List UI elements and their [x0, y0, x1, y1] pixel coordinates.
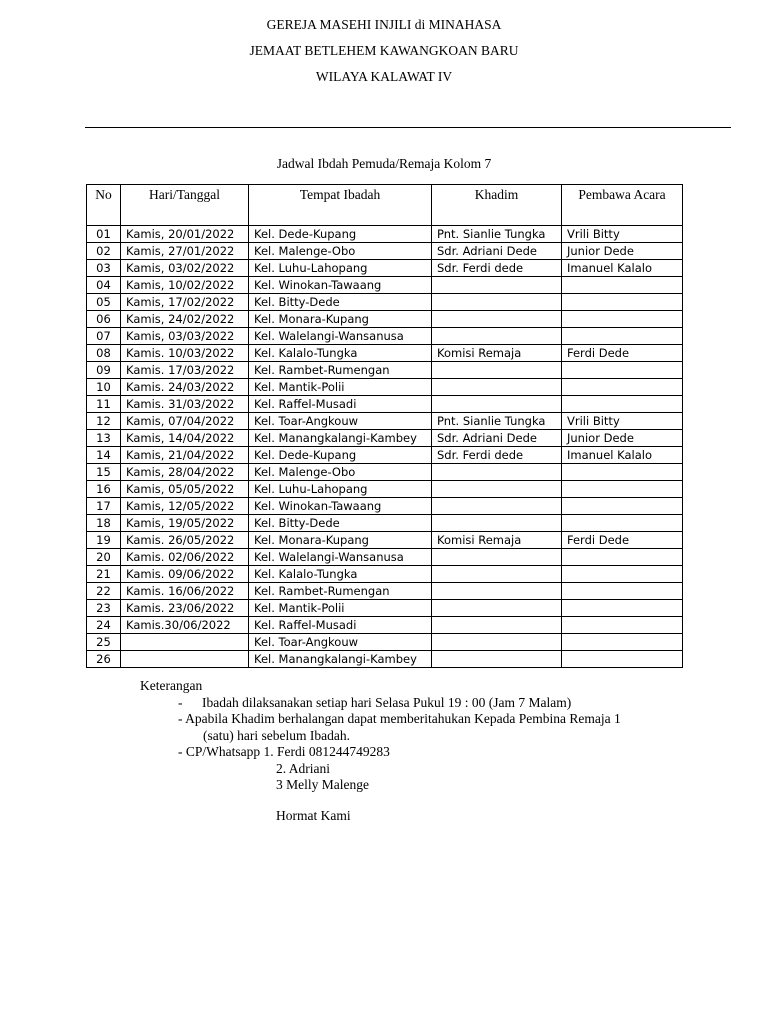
cell-khadim: Komisi Remaja [432, 532, 562, 549]
cell-place: Kel. Luhu-Lahopang [249, 481, 432, 498]
cell-no: 07 [87, 328, 121, 345]
schedule-table [86, 184, 683, 668]
cell-khadim: Komisi Remaja [432, 345, 562, 362]
note-item: - Apabila Khadim berhalangan dapat memberitahukan Kepada Pembina Remaja 1 [178, 711, 621, 726]
cell-date: Kamis.30/06/2022 [121, 617, 249, 634]
cell-date: Kamis. 02/06/2022 [121, 549, 249, 566]
cell-pembawa: Junior Dede [562, 243, 683, 260]
cell-place: Kel. Mantik-Polii [249, 379, 432, 396]
cell-no: 20 [87, 549, 121, 566]
table-row [87, 464, 683, 481]
cell-date: Kamis, 12/05/2022 [121, 498, 249, 515]
cell-no: 16 [87, 481, 121, 498]
cell-place: Kel. Walelangi-Wansanusa [249, 328, 432, 345]
table-row [87, 294, 683, 311]
cell-pembawa: Vrili Bitty [562, 413, 683, 430]
closing-signature: Hormat Kami [276, 807, 351, 823]
cell-pembawa [562, 583, 683, 600]
cell-pembawa [562, 515, 683, 532]
table-row [87, 243, 683, 260]
cell-no: 13 [87, 430, 121, 447]
cell-place: Kel. Luhu-Lahopang [249, 260, 432, 277]
cell-no: 08 [87, 345, 121, 362]
table-row [87, 328, 683, 345]
cell-khadim: Pnt. Sianlie Tungka [432, 226, 562, 243]
cell-khadim [432, 617, 562, 634]
cell-date: Kamis, 17/02/2022 [121, 294, 249, 311]
cell-pembawa: Vrili Bitty [562, 226, 683, 243]
cell-khadim [432, 566, 562, 583]
cell-date: Kamis, 10/02/2022 [121, 277, 249, 294]
cell-pembawa [562, 311, 683, 328]
cell-pembawa [562, 277, 683, 294]
cell-no: 18 [87, 515, 121, 532]
cell-khadim [432, 362, 562, 379]
cell-date: Kamis, 14/04/2022 [121, 430, 249, 447]
table-header-row [87, 185, 683, 226]
table-row [87, 651, 683, 668]
cell-pembawa: Ferdi Dede [562, 532, 683, 549]
table-row [87, 277, 683, 294]
contact-item: 2. Adriani [276, 760, 330, 776]
table-row [87, 396, 683, 413]
cell-no: 25 [87, 634, 121, 651]
cell-date: Kamis, 27/01/2022 [121, 243, 249, 260]
cell-no: 17 [87, 498, 121, 515]
cell-khadim [432, 277, 562, 294]
cell-no: 14 [87, 447, 121, 464]
cell-pembawa [562, 294, 683, 311]
table-row [87, 532, 683, 549]
cell-khadim [432, 634, 562, 651]
cell-place: Kel. Bitty-Dede [249, 515, 432, 532]
cell-no: 11 [87, 396, 121, 413]
cell-khadim [432, 498, 562, 515]
cell-place: Kel. Monara-Kupang [249, 311, 432, 328]
cell-place: Kel. Toar-Angkouw [249, 413, 432, 430]
table-row [87, 311, 683, 328]
table-row [87, 566, 683, 583]
cell-no: 15 [87, 464, 121, 481]
cell-khadim [432, 311, 562, 328]
cell-khadim [432, 294, 562, 311]
cell-date: Kamis, 24/02/2022 [121, 311, 249, 328]
table-row [87, 362, 683, 379]
cell-pembawa [562, 498, 683, 515]
cell-pembawa [562, 600, 683, 617]
cell-no: 23 [87, 600, 121, 617]
table-row [87, 260, 683, 277]
cell-no: 24 [87, 617, 121, 634]
cell-no: 21 [87, 566, 121, 583]
column-header-date: Hari/Tanggal [121, 185, 249, 226]
cell-pembawa [562, 651, 683, 668]
cell-no: 06 [87, 311, 121, 328]
cell-no: 22 [87, 583, 121, 600]
cell-pembawa [562, 481, 683, 498]
note-item [140, 695, 621, 712]
schedule-title: Jadwal Ibdah Pemuda/Remaja Kolom 7 [276, 156, 492, 171]
notes-heading: Keterangan [140, 678, 203, 693]
column-header-no: No [87, 185, 121, 226]
cell-pembawa [562, 379, 683, 396]
cell-khadim [432, 481, 562, 498]
table-row [87, 583, 683, 600]
cell-date: Kamis. 24/03/2022 [121, 379, 249, 396]
cell-date: Kamis, 28/04/2022 [121, 464, 249, 481]
cell-pembawa [562, 617, 683, 634]
table-row [87, 481, 683, 498]
cell-khadim [432, 515, 562, 532]
cell-place: Kel. Monara-Kupang [249, 532, 432, 549]
cell-pembawa [562, 362, 683, 379]
cell-place: Kel. Dede-Kupang [249, 447, 432, 464]
cell-khadim: Pnt. Sianlie Tungka [432, 413, 562, 430]
cell-pembawa: Junior Dede [562, 430, 683, 447]
cell-pembawa [562, 464, 683, 481]
table-body [87, 226, 683, 668]
cell-place: Kel. Malenge-Obo [249, 464, 432, 481]
cell-date: Kamis. 17/03/2022 [121, 362, 249, 379]
table-row [87, 345, 683, 362]
cell-date [121, 651, 249, 668]
note-item: - CP/Whatsapp 1. Ferdi 081244749283 [178, 744, 390, 759]
cell-khadim [432, 379, 562, 396]
cell-no: 19 [87, 532, 121, 549]
cell-no: 03 [87, 260, 121, 277]
cell-place: Kel. Winokan-Tawaang [249, 277, 432, 294]
cell-no: 26 [87, 651, 121, 668]
cell-place: Kel. Walelangi-Wansanusa [249, 549, 432, 566]
region-name: WILAYA KALAWAT IV [315, 69, 453, 84]
cell-khadim [432, 651, 562, 668]
cell-place: Kel. Raffel-Musadi [249, 617, 432, 634]
cell-date: Kamis, 03/02/2022 [121, 260, 249, 277]
cell-date [121, 634, 249, 651]
cell-date: Kamis. 09/06/2022 [121, 566, 249, 583]
cell-no: 05 [87, 294, 121, 311]
cell-pembawa [562, 634, 683, 651]
cell-no: 04 [87, 277, 121, 294]
cell-place: Kel. Manangkalangi-Kambey [249, 430, 432, 447]
cell-pembawa [562, 549, 683, 566]
contact-item: 3 Melly Malenge [276, 777, 369, 792]
cell-date: Kamis. 31/03/2022 [121, 396, 249, 413]
cell-place: Kel. Bitty-Dede [249, 294, 432, 311]
congregation-name: JEMAAT BETLEHEM KAWANGKOAN BARU [249, 43, 519, 58]
cell-khadim: Sdr. Ferdi dede [432, 447, 562, 464]
cell-khadim [432, 328, 562, 345]
table-row [87, 600, 683, 617]
cell-date: Kamis, 21/04/2022 [121, 447, 249, 464]
cell-place: Kel. Dede-Kupang [249, 226, 432, 243]
column-header-pembawa: Pembawa Acara [562, 185, 683, 226]
cell-khadim [432, 464, 562, 481]
header-divider [85, 127, 731, 128]
cell-date: Kamis, 05/05/2022 [121, 481, 249, 498]
cell-date: Kamis, 03/03/2022 [121, 328, 249, 345]
cell-khadim: Sdr. Adriani Dede [432, 243, 562, 260]
notes-section [140, 678, 621, 824]
table-row [87, 498, 683, 515]
cell-khadim [432, 583, 562, 600]
cell-date: Kamis, 19/05/2022 [121, 515, 249, 532]
cell-place: Kel. Rambet-Rumengan [249, 362, 432, 379]
table-row [87, 413, 683, 430]
cell-khadim [432, 600, 562, 617]
cell-date: Kamis, 07/04/2022 [121, 413, 249, 430]
cell-place: Kel. Winokan-Tawaang [249, 498, 432, 515]
cell-pembawa: Imanuel Kalalo [562, 260, 683, 277]
cell-place: Kel. Kalalo-Tungka [249, 345, 432, 362]
cell-pembawa [562, 566, 683, 583]
note-text: Ibadah dilaksanakan setiap hari Selasa Pukul 19 : 00 (Jam 7 Malam) [202, 694, 572, 710]
cell-place: Kel. Mantik-Polii [249, 600, 432, 617]
table-row [87, 617, 683, 634]
cell-khadim: Sdr. Ferdi dede [432, 260, 562, 277]
column-header-place: Tempat Ibadah [249, 185, 432, 226]
table-row [87, 515, 683, 532]
cell-date: Kamis. 23/06/2022 [121, 600, 249, 617]
cell-place: Kel. Toar-Angkouw [249, 634, 432, 651]
table-row [87, 447, 683, 464]
cell-pembawa [562, 328, 683, 345]
cell-no: 12 [87, 413, 121, 430]
table-row [87, 379, 683, 396]
table-row [87, 549, 683, 566]
column-header-khadim: Khadim [432, 185, 562, 226]
document-header [0, 14, 768, 92]
cell-place: Kel. Kalalo-Tungka [249, 566, 432, 583]
table-row [87, 226, 683, 243]
table-row [87, 634, 683, 651]
table-row [87, 430, 683, 447]
cell-no: 01 [87, 226, 121, 243]
cell-place: Kel. Malenge-Obo [249, 243, 432, 260]
note-item-continued: (satu) hari sebelum Ibadah. [203, 727, 350, 743]
cell-date: Kamis. 26/05/2022 [121, 532, 249, 549]
cell-date: Kamis, 20/01/2022 [121, 226, 249, 243]
cell-pembawa [562, 396, 683, 413]
note-dash: - [178, 694, 183, 710]
cell-place: Kel. Rambet-Rumengan [249, 583, 432, 600]
cell-place: Kel. Raffel-Musadi [249, 396, 432, 413]
cell-place: Kel. Manangkalangi-Kambey [249, 651, 432, 668]
cell-date: Kamis. 10/03/2022 [121, 345, 249, 362]
cell-khadim: Sdr. Adriani Dede [432, 430, 562, 447]
cell-date: Kamis. 16/06/2022 [121, 583, 249, 600]
cell-no: 10 [87, 379, 121, 396]
church-name: GEREJA MASEHI INJILI di MINAHASA [266, 17, 502, 32]
cell-khadim [432, 396, 562, 413]
cell-no: 02 [87, 243, 121, 260]
cell-no: 09 [87, 362, 121, 379]
cell-khadim [432, 549, 562, 566]
cell-pembawa: Ferdi Dede [562, 345, 683, 362]
cell-pembawa: Imanuel Kalalo [562, 447, 683, 464]
